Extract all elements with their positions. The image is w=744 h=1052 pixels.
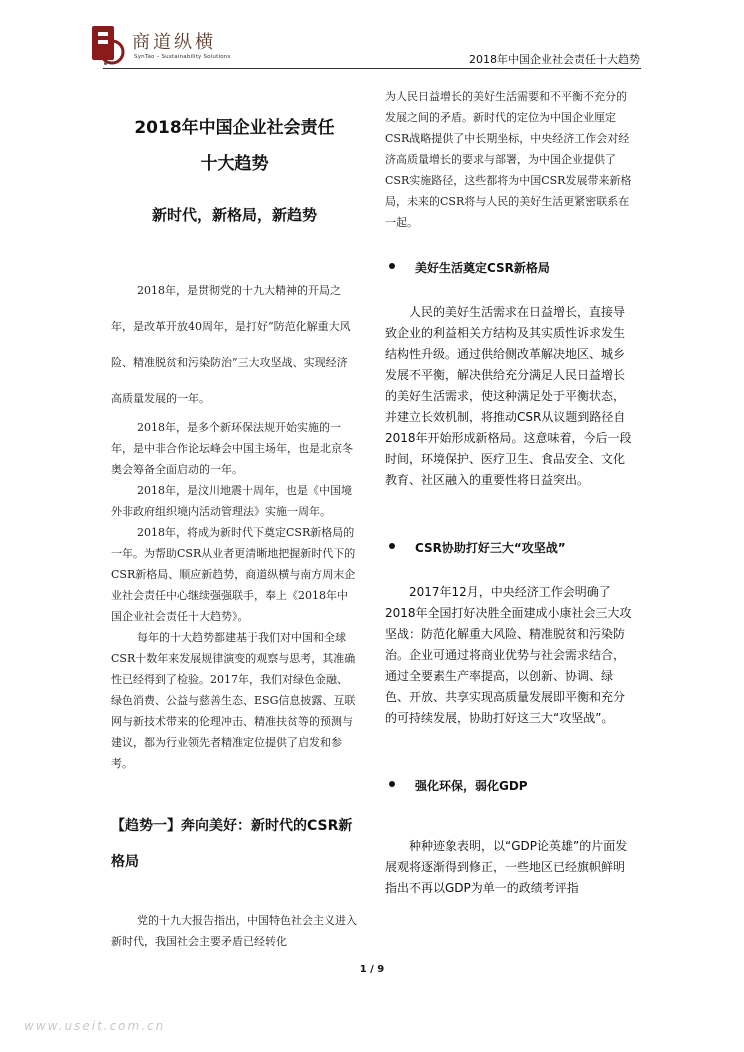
brand-logo [88,22,258,74]
paragraph-4: 2018年，将成为新时代下奠定CSR新格局的一年。为帮助CSR从业者更清晰地把握新时代下的CSR新格局、顺应新趋势，商道纵横与南方周末企业社会责任中心继续强强联手，奉上《2018年中国企业社会责任十大趋势》。 [111,526,356,623]
paragraph-5: 每年的十大趋势都建基于我们对中国和全球CSR十数年来发展规律演变的观察与思考，其准确性已经得到了检验。2017年，我们对绿色金融、绿色消费、公益与慈善生态、ESG信息披露、互联网与新技术带来的伦理冲击、精准扶贫等的预测与建议，都为行业领先者精准定位提供了启发和参考。 [111,631,356,770]
bullet-paragraph-3: 种种迹象表明，以“GDP论英雄”的片面发展观将逐渐得到修正，一些地区已经旗帜鲜明指出不再以GDP为单一的政绩考评指 [385,839,628,895]
bullet-heading-1 [385,259,633,276]
bullet-heading-2 [385,539,633,556]
bullet-icon [389,543,395,549]
brand-tagline: SynTao – Sustainability Solutions [134,54,231,60]
title-line-1: 2018年中国企业社会责任 [134,118,335,138]
bullet-icon [389,781,395,787]
bullet-heading-2-text: CSR协助打好三大“攻坚战” [415,541,566,555]
title-line-2: 十大趋势 [200,154,269,174]
watermark: www.useit.com.cn [24,1019,166,1033]
paragraph-2: 2018年，是多个新环保法规开始实施的一年，是中非合作论坛峰会中国主场年，也是北京冬奥会筹备全面启动的一年。 [111,421,353,476]
brand-name: 商道纵横 [132,32,216,53]
document-title [111,110,358,182]
bullet-icon [389,263,395,269]
intro-paragraph: 2018年，是贯彻党的十九大精神的开局之年，是改革开放40周年，是打好“防范化解重大风险、精准脱贫和污染防治”三大攻坚战、实现经济高质量发展的一年。 [111,284,351,405]
paragraph-3: 2018年，是汶川地震十周年，也是《中国境外非政府组织境内活动管理法》实施一周年。 [111,484,352,518]
header-divider [103,68,641,69]
left-column [111,80,358,952]
trend-one-paragraph: 党的十九大报告指出，中国特色社会主义进入新时代，我国社会主要矛盾已经转化 [111,914,357,948]
page-number: 1 / 9 [359,964,385,975]
right-column [385,86,633,899]
trend-one-heading: 【趋势一】奔向美好：新时代的CSR新格局 [111,818,353,870]
brand-logo-mark [88,22,128,72]
header-dot [104,62,107,65]
bullet-paragraph-2: 2017年12月，中央经济工作会明确了2018年全国打好决胜全面建成小康社会三大攻坚战：防范化解重大风险、精准脱贫和污染防治。企业可通过将商业优势与社会需求结合，通过全要素生产率提高，以创新、协调、绿色、开放、共享实现高质量发展即平衡和充分的可持续发展，协助打好这三大“攻坚战”。 [385,585,632,725]
running-header: 2018年中国企业社会责任十大趋势 [469,53,640,66]
bullet-heading-3 [385,777,633,794]
bullet-heading-3-text: 强化环保，弱化GDP [415,779,528,793]
bullet-paragraph-1: 人民的美好生活需求在日益增长，直接导致企业的利益相关方结构及其实质性诉求发生结构性升级。通过供给侧改革解决地区、城乡发展不平衡，解决供给充分满足人民日益增长的美好生活需求，使这种满足处于平衡状态，并建立长效机制，将推动CSR从议题到路径自2018年开始形成新格局。这意味着，今后一段时间，环境保护、医疗卫生、食品安全、文化教育、社区融入的重要性将日益突出。 [385,305,632,487]
document-subtitle: 新时代，新格局，新趋势 [151,206,317,224]
continued-paragraph: 为人民日益增长的美好生活需要和不平衡不充分的发展之间的矛盾。新时代的定位为中国企业厘定CSR战略提供了中长期坐标，中央经济工作会对经济高质量增长的要求与部署，为中国企业提供了CSR实施路径，这些都将为中国CSR发展带来新格局，未来的CSR将与人民的美好生活更紧密联系在一起。 [385,90,632,229]
bullet-heading-1-text: 美好生活奠定CSR新格局 [415,261,550,275]
